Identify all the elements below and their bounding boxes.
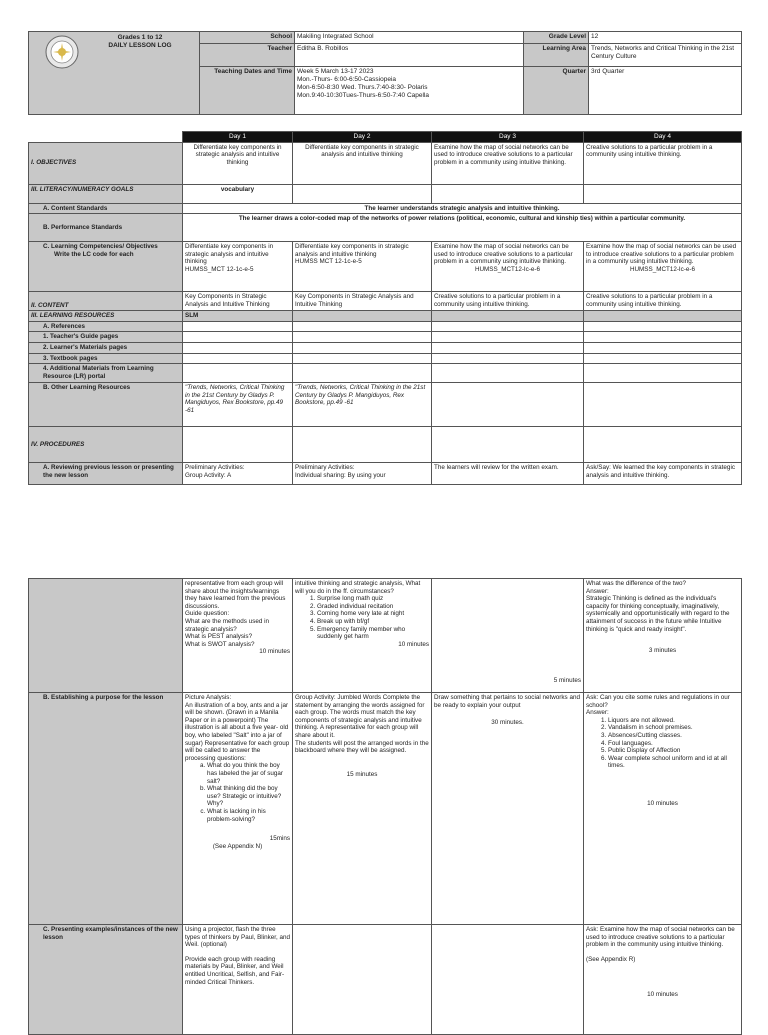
- presenting-day4: Ask: Examine how the map of social networks can be used to introduce creative solutions to a particular problem in the community using intuitive thinking. (See Appendix R) 10 minutes: [584, 925, 742, 1035]
- objective-day1: Differentiate key components in strategic analysis and intuitive thinking: [183, 142, 293, 184]
- list-item: 2. Graded individual recitation: [317, 603, 429, 611]
- literacy-label: III. LITERACY/NUMERACY GOALS: [29, 184, 183, 203]
- list-item: 5. Emergency family member who suddenly get harm: [317, 626, 429, 641]
- purpose-day2-time: 15 minutes: [346, 770, 378, 778]
- grades-label: Grades 1 to 12: [117, 34, 163, 41]
- objective-day3: Examine how the map of social networks can be used to introduce creative solutions to a particular problem in a community using intuitive thinking.: [432, 142, 584, 184]
- learners-materials-label: 2. Learner's Materials pages: [29, 342, 183, 353]
- other-resources-day1: "Trends, Networks, Critical Thinking in the 21st Century by Gladys P. Mangiduyos, Rex Bookstore, pp.49 -61: [183, 383, 293, 427]
- purpose-label: B. Establishing a purpose for the lesson: [29, 693, 183, 925]
- grade-label: Grade Level: [524, 32, 589, 44]
- literacy-day1: vocabulary: [183, 184, 293, 203]
- header-logo-cell: [29, 32, 200, 115]
- content-standard-value: The learner understands strategic analysis and intuitive thinking.: [183, 203, 742, 214]
- week-text: Week 5 March 13-17 2023: [297, 67, 374, 75]
- competency-day4: Examine how the map of social networks can be used to introduce creative solutions to a particular problem in a community using intuitive thinking. HUMSS_MCT12-Ic-e-6: [584, 242, 742, 292]
- competency-day3: Examine how the map of social networks can be used to introduce creative solutions to a particular problem in a community using intuitive thinking. HUMSS_MCT12-Ic-e-6: [432, 242, 584, 292]
- review-day4-time: 3 minutes: [648, 647, 677, 655]
- competency-day2: Differentiate key components in strategic analysis and intuitive thinking HUMSS MCT 12-1c-e-5: [293, 242, 432, 292]
- quarter-value: 3rd Quarter: [589, 66, 742, 114]
- other-resources-day2: "Trends, Networks, Critical Thinking in the 21st Century by Gladys P. Mangiduyos, Rex Bookstore, pp.49 -61: [293, 383, 432, 427]
- competencies-title: C. Learning Competencies/ Objectives: [43, 243, 158, 251]
- purpose-day4: Ask: Can you cite some rules and regulations in our school? Answer: 1. Liquors are not allowed. 2. Vandalism in school premises. 3. Absences/Cutting classes. 4. Foul languages. 5. Public Display of Affection 6. Wear complete school uniform and id at all times. 10 minutes: [584, 693, 742, 925]
- list-item: b. What thinking did the boy use? Strategic or intuitive? Why?: [207, 785, 290, 808]
- purpose-day3-time: 30 minutes.: [491, 719, 524, 727]
- day-4-header: Day 4: [584, 132, 742, 143]
- slm-value: SLM: [183, 311, 293, 322]
- presenting-day1: Using a projector, flash the three types of thinkers by Paul, Blinker, and Weil. (optional) Provide each group with reading materials by Paul, Blinker, and Weil entitled Uncritical, Selfish, and Fair-minded Critical Thinkers.: [183, 925, 293, 1035]
- list-item: a. What do you think the boy has labeled the jar of sugar salt?: [207, 762, 290, 785]
- school-value: Makiling Integrated School: [295, 32, 524, 44]
- list-item: 2. Vandalism in school premises.: [608, 724, 739, 732]
- list-item: c. What is lacking in his problem-solving?: [207, 808, 290, 823]
- content-day2: Key Components in Strategic Analysis and Intuitive Thinking: [293, 292, 432, 311]
- objectives-label: I. OBJECTIVES: [29, 142, 183, 184]
- reviewing-label: A. Reviewing previous lesson or presenting the new lesson: [29, 463, 183, 485]
- competency-code-day3: HUMSS_MCT12-Ic-e-6: [474, 265, 541, 273]
- list-item: 4. Foul languages.: [608, 740, 739, 748]
- school-label: School: [200, 32, 295, 44]
- other-resources-label: B. Other Learning Resources: [29, 383, 183, 427]
- review-day3-time: 5 minutes: [553, 677, 581, 685]
- list-item: 4. Break up with bf/gf: [317, 618, 429, 626]
- objective-day2: Differentiate key components in strategic analysis and intuitive thinking: [293, 142, 432, 184]
- content-label: II. CONTENT: [29, 292, 183, 311]
- resources-label: III. LEARNING RESOURCES: [29, 311, 183, 322]
- purpose-day1: Picture Analysis: An illustration of a boy, ants and a jar will be shown. (Drawn in a Manila Paper or in a powerpoint) The illustration is all about a five year- old boy, who labeled "Salt" into a jar of sugar) Representative for each group will be called to answer the processing questions: a. What do you think the boy has labeled the jar of sugar salt? b. What thinking did the boy use? Strategic or intuitive? Why? c. What is lacking in his problem-solving? 15mins (See Appendix N): [183, 693, 293, 925]
- performance-standards-label: B. Performance Standards: [29, 214, 183, 242]
- review-day2-cont: intuitive thinking and strategic analysis, What will you do in the ff. circumstances? 1. Surprise long math quiz 2. Graded individual recitation 3. Coming home very late at night 4. Break up with bf/gf 5. Emergency family member who suddenly get harm 10 minutes: [293, 579, 432, 693]
- review-day3-start: The learners will review for the written exam.: [432, 463, 584, 485]
- area-label: Learning Area: [524, 43, 589, 66]
- review-day2-start: Preliminary Activities: Individual sharing: By using your: [293, 463, 432, 485]
- schedule-2: Mon-6:50-8:30 Wed. Thurs.7:40-8:30- Polaris: [297, 83, 428, 91]
- content-day4: Creative solutions to a particular problem in a community using intuitive thinking.: [584, 292, 742, 311]
- purpose-day3: Draw something that pertains to social networks and be ready to explain your output 30 minutes.: [432, 693, 584, 925]
- procedures-label: IV. PROCEDURES: [29, 427, 183, 463]
- lr-portal-label: 4. Additional Materials from Learning Resource (LR) portal: [29, 364, 183, 383]
- dates-value: [295, 66, 524, 114]
- day-2-header: Day 2: [293, 132, 432, 143]
- teachers-guide-label: 1. Teacher's Guide pages: [29, 332, 183, 343]
- review-day3-cont: [432, 579, 584, 693]
- presenting-label: C. Presenting examples/instances of the new lesson: [29, 925, 183, 1035]
- lc-code-note: Write the LC code for each: [54, 250, 134, 258]
- dates-label: Teaching Dates and Time: [200, 66, 295, 114]
- review-day1-start: Preliminary Activities: Group Activity: A: [183, 463, 293, 485]
- purpose-day1-appendix: (See Appendix N): [212, 842, 263, 850]
- purpose-day4-time: 10 minutes: [647, 799, 678, 807]
- review-day2-list: [295, 595, 429, 641]
- list-item: 3. Absences/Cutting classes.: [608, 732, 739, 740]
- list-item: 3. Coming home very late at night: [317, 610, 429, 618]
- quarter-label: Quarter: [524, 66, 589, 114]
- references-label: A. References: [29, 321, 183, 332]
- list-item: 6. Wear complete school uniform and id at all times.: [608, 755, 739, 770]
- content-day3: Creative solutions to a particular problem in a community using intuitive thinking.: [432, 292, 584, 311]
- performance-standard-value: The learner draws a color-coded map of the networks of power relations (political, economic, cultural and kinship ties) within a particular community.: [183, 214, 742, 242]
- content-standards-label: A. Content Standards: [29, 203, 183, 214]
- presenting-day4-time: 10 minutes: [647, 991, 678, 999]
- review-day4-cont: What was the difference of the two? Answer: Strategic Thinking is defined as the individual's capacity for thinking conceptually, imaginatively, systemically and opportunistically with regard to the attainment of success in the future while Intuitive thinking is "quick and ready insight". 3 minutes: [584, 579, 742, 693]
- day-3-header: Day 3: [432, 132, 584, 143]
- list-item: 1. Liquors are not allowed.: [608, 717, 739, 725]
- content-day1: Key Components in Strategic Analysis and Intuitive Thinking: [183, 292, 293, 311]
- purpose-day1-list: [185, 762, 290, 823]
- grade-value: 12: [589, 32, 742, 44]
- purpose-day4-list: [586, 717, 739, 770]
- deped-seal-icon: [45, 35, 79, 69]
- lesson-table-page2: [28, 578, 742, 1035]
- lesson-table-page1: [28, 131, 742, 485]
- review-day2-time: 10 minutes: [398, 640, 429, 648]
- teacher-value: Editha B. Robillos: [295, 43, 524, 66]
- competency-code-day2: HUMSS MCT 12-1c-e-5: [295, 258, 362, 266]
- schedule-1: Mon.-Thurs- 6:00-6:50-Cassiopeia: [297, 75, 396, 83]
- competency-day1: Differentiate key components in strategic analysis and intuitive thinking HUMSS_MCT 12-1c-e-5: [183, 242, 293, 292]
- teacher-label: Teacher: [200, 43, 295, 66]
- purpose-day1-time: 15mins: [269, 835, 290, 843]
- area-value: Trends, Networks and Critical Thinking in the 21st Century Culture: [589, 43, 742, 66]
- review-day1-cont: representative from each group will share about the insights/learnings they have learned from the previous discussions. Guide question: What are the methods used in strategic analysis? What is PEST analysis? What is SWOT analysis? 10 minutes: [183, 579, 293, 693]
- day-1-header: Day 1: [183, 132, 293, 143]
- competency-code-day4: HUMSS_MCT12-Ic-e-6: [629, 265, 696, 273]
- competencies-label: [29, 242, 183, 292]
- textbook-label: 3. Textbook pages: [29, 353, 183, 364]
- review-day4-start: Ask/Say: We learned the key components in strategic analysis and intuitive thinking.: [584, 463, 742, 485]
- list-item: 5. Public Display of Affection: [608, 747, 739, 755]
- list-item: 1. Surprise long math quiz: [317, 595, 429, 603]
- log-title: DAILY LESSON LOG: [108, 42, 172, 49]
- schedule-3: Mon.9:40-10:30Tues-Thurs-6:50-7:40 Capella: [297, 91, 429, 99]
- review-day1-time: 10 minutes: [259, 648, 290, 656]
- header-table: [28, 31, 742, 115]
- objective-day4: Creative solutions to a particular problem in a community using intuitive thinking.: [584, 142, 742, 184]
- competency-code-day1: HUMSS_MCT 12-1c-e-5: [185, 265, 254, 273]
- purpose-day2: Group Activity: Jumbled Words Complete the statement by arranging the words assigned for each group. The words must match the key components of strategic analysis and intuitive thinking. A representative for each group will share about it. The students will post the arranged words in the blackboard where they will be assigned. 15 minutes: [293, 693, 432, 925]
